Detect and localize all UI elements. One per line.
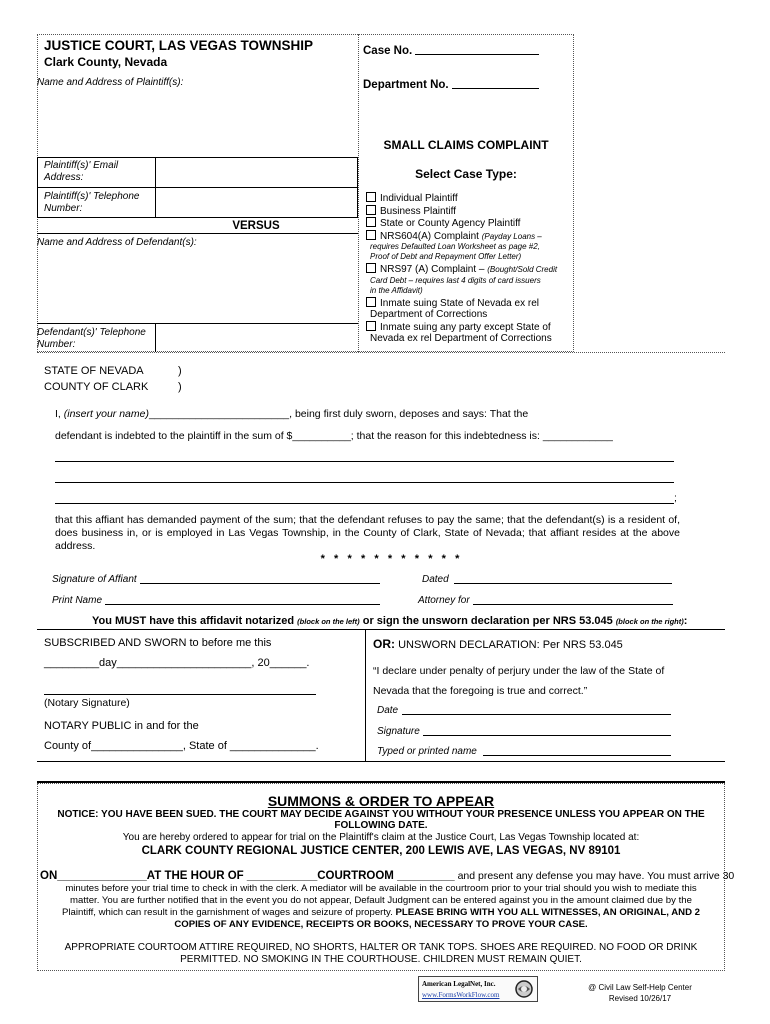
defendant-name-field[interactable]	[38, 252, 356, 320]
summons-para-d: COPIES OF ANY EVIDENCE, RECEIPTS OR BOOKS, NECESSARY TO PROVE YOUR CASE.	[174, 919, 588, 930]
state-of-nevada: STATE OF NEVADA	[44, 365, 144, 377]
versus-label: VERSUS	[232, 220, 280, 232]
plaintiff-name-field[interactable]	[38, 92, 356, 154]
reason-semicolon: ;	[674, 492, 677, 504]
day-line: _________day______________________, 20______.	[44, 657, 310, 669]
case-no-label: Case No.	[363, 45, 539, 57]
plaintiff-contact-divider-v	[155, 157, 156, 218]
affidavit-line-1: I, (insert your name)________________________, being first duly sworn, deposes and says: That the	[55, 408, 529, 420]
reason-line-1[interactable]	[55, 461, 674, 462]
nrs97-note-b: Card Debt – requires last 4 digits of card issuers	[370, 275, 541, 285]
county-title: Clark County, Nevada	[44, 55, 168, 69]
attire-b: PERMITTED. NO SMOKING IN THE COURTHOUSE. CHILDREN MUST REMAIN QUIET.	[180, 954, 582, 965]
notary-signature-line[interactable]	[44, 694, 316, 695]
court-title: JUSTICE COURT, LAS VEGAS TOWNSHIP	[44, 38, 314, 53]
case-type-nrs97[interactable]: NRS97 (A) Complaint – (Bought/Sold Credit	[366, 263, 572, 276]
unsworn-date-label: Date	[377, 705, 399, 716]
on-line: ON______________AT THE HOUR OF ___________COURTROOM _________ and present any defense you may have. You must arrive 30	[40, 870, 735, 882]
notarize-instruction: You MUST have this affidavit notarized (block on the left) or sign the unsworn declaration per NRS 53.045 (block on the right):	[92, 615, 688, 627]
affidavit-top-rule	[37, 352, 725, 353]
checkbox-icon[interactable]	[366, 230, 376, 240]
unsworn-signature-label: Signature	[377, 726, 420, 737]
plaintiff-email-field[interactable]	[158, 160, 354, 184]
versus-underline	[37, 233, 358, 234]
declare-a: “I declare under penalty of perjury under the law of the State of	[373, 665, 665, 677]
checkbox-icon[interactable]	[366, 263, 376, 273]
case-type-business[interactable]: Business Plaintiff	[366, 205, 572, 218]
case-type-inmate-state[interactable]: Inmate suing State of Nevada ex rel	[366, 297, 572, 310]
attire-a: APPROPRIATE COURTOOM ATTIRE REQUIRED, NO SHORTS, HALTER OR TANK TOPS. SHOES ARE REQUIRED. NO FOOD OR DRINK	[64, 942, 698, 953]
summons-para-a: minutes before your trial time to check in with the clerk. A mediator will be available in the courtroom prior to your trial should you wish to mediate this	[65, 883, 697, 894]
signature-affiant-label: Signature of Affiant	[52, 574, 137, 585]
checkbox-icon[interactable]	[366, 321, 376, 331]
plaintiff-phone-label: Plaintiff(s)' Telephone Number:	[44, 191, 140, 214]
complaint-title: SMALL CLAIMS COMPLAINT	[383, 138, 549, 152]
notary-public-label: NOTARY PUBLIC in and for the	[44, 720, 199, 732]
summons-para-c: Plaintiff, which can result in the garnishment of wages and seizure of property. PLEASE BRING WITH YOU ALL WITNESSES, AN ORIGINAL, AND 2	[61, 907, 700, 918]
case-type-individual[interactable]: Individual Plaintiff	[366, 192, 572, 205]
summons-title: SUMMONS & ORDER TO APPEAR	[267, 793, 495, 809]
stars-divider: * * * * * * * * * * *	[320, 553, 460, 565]
reason-line-3[interactable]	[55, 503, 674, 504]
typed-name-label: Typed or printed name	[377, 746, 477, 757]
unsworn-signature-line[interactable]	[423, 735, 671, 736]
paren-1: )	[178, 365, 182, 377]
affidavit-paragraph: that this affiant has demanded payment of the sum; that the defendant refuses to pay the same; that the defendant(s) is a resident of, does business in, or is employed in Las Vegas Township, in the County of Clark, State of Nevada; that affiant resides at the above address.	[55, 514, 680, 552]
signature-affiant-line[interactable]	[140, 583, 380, 584]
summons-para-b: matter. You are further notified that in the event you do not appear, Default Judgment can be entered against you in the amount claimed due by the	[70, 895, 692, 906]
case-type-list	[366, 192, 572, 345]
print-name-line[interactable]	[105, 604, 380, 605]
nrs604-note-c: Proof of Debt and Repayment Offer Letter)	[370, 252, 522, 261]
dated-label: Dated	[422, 574, 449, 585]
checkbox-icon[interactable]	[366, 205, 376, 215]
notice-b: FOLLOWING DATE.	[334, 820, 428, 831]
checkbox-icon[interactable]	[366, 217, 376, 227]
ordered-line: You are hereby ordered to appear for trial on the Plaintiff's claim at the Justice Court, Las Vegas Township located at:	[122, 832, 640, 843]
inmate-any-b: Nevada ex rel Department of Corrections	[370, 333, 552, 344]
notary-top-rule	[37, 629, 725, 630]
logo-name: American LegalNet, Inc.	[422, 980, 496, 988]
reason-line-2[interactable]	[55, 482, 674, 483]
case-type-nrs604[interactable]: NRS604(A) Complaint (Payday Loans –	[366, 230, 572, 243]
attorney-for-label: Attorney for	[418, 595, 470, 606]
nrs97-note-c: in the Affidavit)	[370, 285, 423, 295]
case-type-agency[interactable]: State or County Agency Plaintiff	[366, 217, 572, 230]
county-of-clark: COUNTY OF CLARK	[44, 381, 149, 393]
notary-signature-label: (Notary Signature)	[44, 697, 130, 709]
print-name-label: Print Name	[52, 595, 103, 606]
checkbox-icon[interactable]	[366, 297, 376, 307]
notary-divider	[365, 629, 366, 761]
department-no-field[interactable]	[450, 76, 538, 91]
footer-revised: Revised 10/26/17	[608, 994, 672, 1003]
plaintiff-contact-divider-h	[37, 187, 358, 188]
legalnet-logo	[418, 976, 538, 1002]
plaintiff-phone-field[interactable]	[158, 190, 354, 214]
affidavit-line-2: defendant is indebted to the plaintiff in the sum of $__________; that the reason for this indebtedness is: ____________	[55, 430, 613, 442]
logo-url: www.FormsWorkFlow.com	[422, 991, 500, 999]
nrs604-note-b: requires Defaulted Loan Worksheet as page #2,	[370, 242, 540, 251]
attorney-for-line[interactable]	[473, 604, 673, 605]
county-state-line: County of_______________, State of ______________.	[44, 740, 319, 752]
checkbox-icon[interactable]	[366, 192, 376, 202]
select-case-type: Select Case Type:	[415, 167, 517, 181]
court-location: CLARK COUNTY REGIONAL JUSTICE CENTER, 200 LEWIS AVE, LAS VEGAS, NV 89101	[141, 845, 621, 857]
unsworn-date-line[interactable]	[402, 714, 671, 715]
typed-name-line[interactable]	[483, 755, 671, 756]
subscribed-label: SUBSCRIBED AND SWORN to before me this	[44, 637, 272, 649]
footer-credit: @ Civil Law Self-Help Center	[588, 983, 692, 992]
defendant-phone-divider	[155, 323, 156, 352]
defendant-phone-field[interactable]	[158, 326, 354, 348]
paren-2: )	[178, 381, 182, 393]
plaintiff-email-label: Plaintiff(s)' Email Address:	[44, 160, 119, 183]
case-type-inmate-any[interactable]: Inmate suing any party except State of	[366, 321, 572, 334]
unsworn-title: OR: UNSWORN DECLARATION: Per NRS 53.045	[373, 637, 623, 651]
case-no-field[interactable]	[418, 42, 540, 57]
department-no-label: Department No.	[363, 79, 539, 91]
defendant-phone-label: Defendant(s)' Telephone Number:	[37, 327, 146, 350]
defendant-name-label: Name and Address of Defendant(s):	[37, 237, 197, 248]
inmate-state-b: Department of Corrections	[370, 309, 488, 320]
header-divider	[358, 34, 359, 352]
notice-a: NOTICE: YOU HAVE BEEN SUED. THE COURT MAY DECIDE AGAINST YOU WITHOUT YOUR PRESENCE UNLESS YOU APPEAR ON THE	[57, 809, 705, 820]
dated-line[interactable]	[454, 583, 672, 584]
notary-bottom-rule	[37, 761, 725, 762]
plaintiff-name-label: Name and Address of Plaintiff(s):	[37, 77, 184, 88]
globe-icon	[514, 979, 534, 999]
declare-b: Nevada that the foregoing is true and correct.”	[373, 685, 588, 697]
